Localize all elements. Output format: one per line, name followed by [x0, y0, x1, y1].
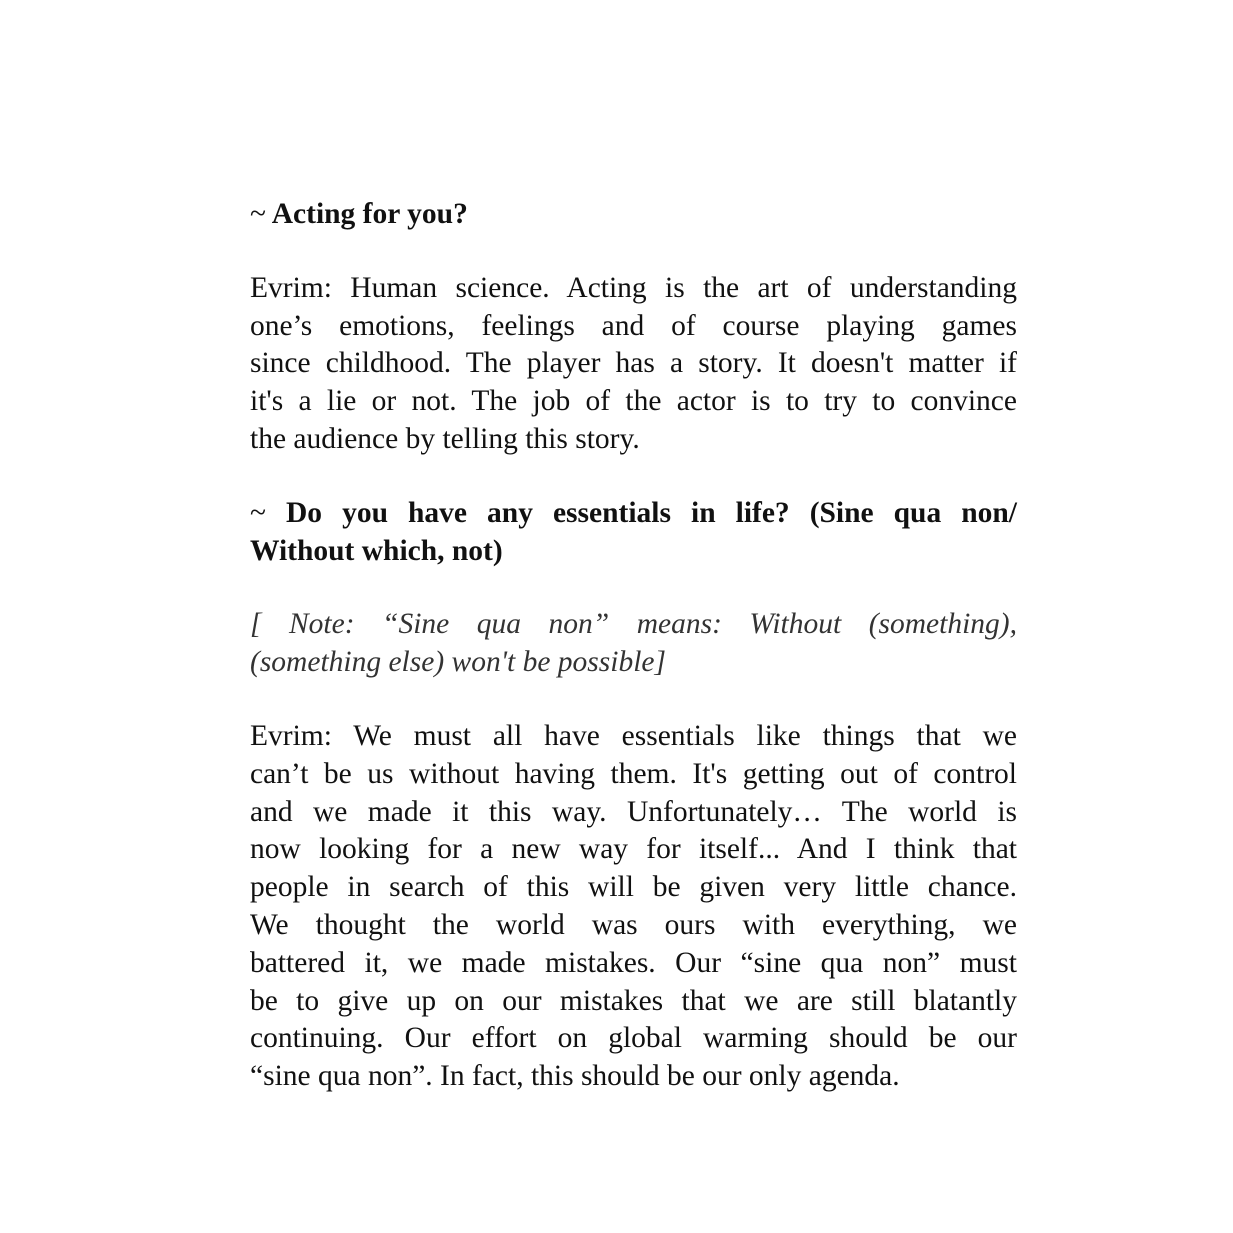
question-heading	[250, 196, 1017, 234]
question-heading	[250, 495, 1017, 571]
line-text: since childhood. The player has a story. It doesn't matter if	[250, 347, 1017, 380]
text-line	[250, 718, 1017, 756]
text-line	[250, 495, 1017, 533]
line-text: now looking for a new way for itself... And I think that	[250, 833, 1017, 866]
line-text: one’s emotions, feelings and of course playing games	[250, 309, 1017, 342]
line-text: continuing. Our effort on global warming should be our	[250, 1022, 1017, 1055]
line-text: be to give up on our mistakes that we are still blatantly	[250, 984, 1017, 1017]
line-text: Evrim: Human science. Acting is the art of understanding	[250, 271, 1017, 304]
text-line	[250, 831, 1017, 869]
line-text: Evrim: We must all have essentials like things that we	[250, 719, 1017, 752]
tilde-prefix: ~	[250, 496, 266, 529]
text-line	[250, 983, 1017, 1021]
tilde-prefix: ~	[250, 198, 266, 230]
line-text: battered it, we made mistakes. Our “sine qua non” must	[250, 946, 1017, 979]
line-text: it's a lie or not. The job of the actor is to try to convince	[250, 385, 1017, 418]
text-line	[250, 533, 1017, 571]
line-text: Acting for you?	[271, 198, 468, 230]
line-text: the audience by telling this story.	[250, 422, 640, 455]
text-line	[250, 756, 1017, 794]
text-line	[250, 606, 1017, 644]
text-line	[250, 308, 1017, 346]
line-text: and we made it this way. Unfortunately… The world is	[250, 795, 1017, 828]
text-line	[250, 421, 1017, 459]
text-line	[250, 196, 1017, 234]
line-text: We thought the world was ours with everything, we	[250, 908, 1017, 941]
line-text: (something else) won't be possible]	[250, 646, 666, 679]
text-line	[250, 945, 1017, 983]
line-text: Without which, not)	[250, 534, 503, 567]
text-line	[250, 345, 1017, 383]
line-text: Do you have any essentials in life? (Sine qua non/	[286, 496, 1018, 529]
line-text: people in search of this will be given very little chance.	[250, 871, 1017, 904]
line-text: can’t be us without having them. It's getting out of control	[250, 757, 1017, 790]
text-line	[250, 270, 1017, 308]
answer-paragraph	[250, 718, 1017, 1096]
line-text: “sine qua non”. In fact, this should be our only agenda.	[250, 1060, 900, 1093]
text-line	[250, 794, 1017, 832]
note-paragraph	[250, 606, 1017, 682]
document-page	[250, 196, 1017, 1132]
text-line	[250, 869, 1017, 907]
text-line	[250, 383, 1017, 421]
text-line	[250, 1058, 1017, 1096]
text-line	[250, 1020, 1017, 1058]
text-line	[250, 907, 1017, 945]
line-text: [ Note: “Sine qua non” means: Without (something),	[250, 608, 1017, 641]
answer-paragraph	[250, 270, 1017, 459]
text-line	[250, 644, 1017, 682]
